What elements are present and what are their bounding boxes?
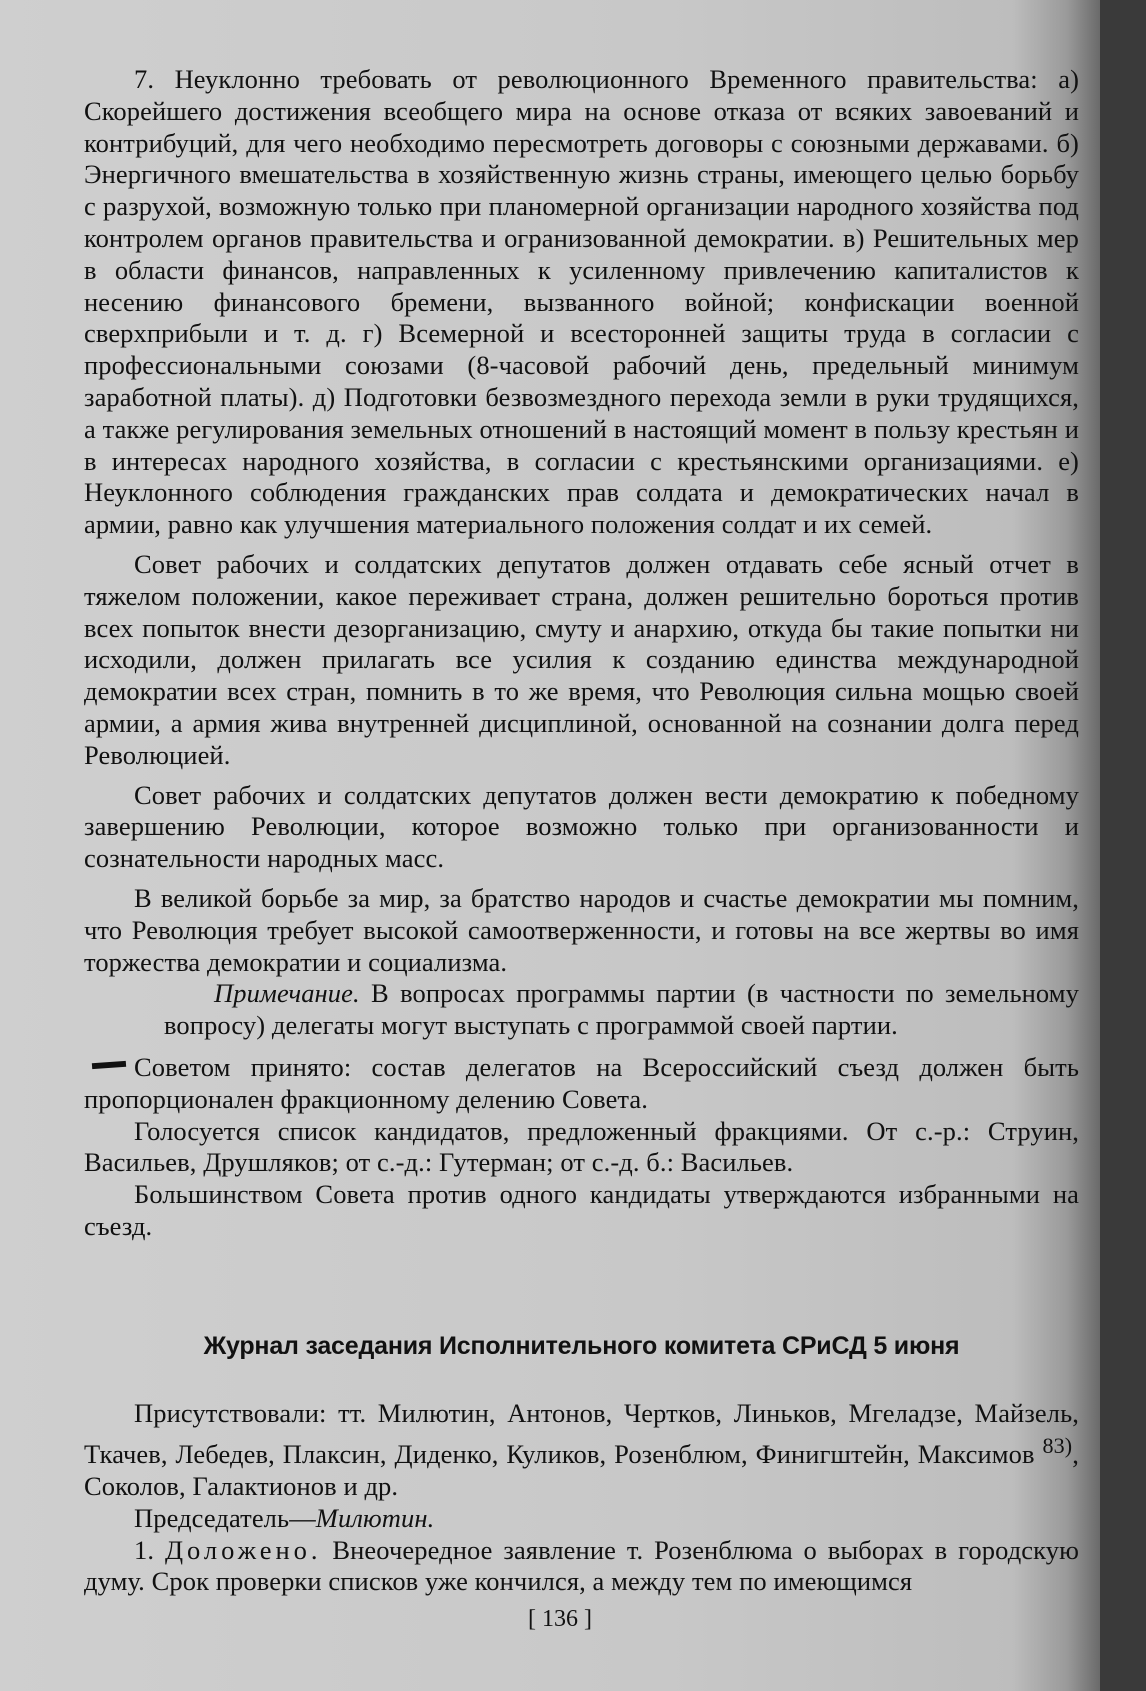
paragraph-soviet-duty: Совет рабочих и солдатских депутатов должен отдавать себе ясный отчет в тяжелом положении, какое переживает страна, должен решительно бороться против всех попыток внести дезорганизацию, смуту и анархию, откуда бы такие попытки ни исходили, должен прилагать все усилия к созданию единства международной демократии всех стран, помнить в то же время, что Революция сильна мощью своей армии, а армия жива внутренней дисциплиной, основанной на сознании долга перед Революцией. xyxy=(84,548,1079,770)
decision-delegates xyxy=(84,1052,1079,1116)
margin-dash-mark xyxy=(92,1061,126,1069)
decision-approved: Большинством Совета против одного кандидаты утверждаются избранными на съезд. xyxy=(84,1179,1079,1241)
decision-delegates-text: Советом принято: состав делегатов на Всероссийский съезд должен быть пропорционален фракционному делению Совета. xyxy=(84,1051,1079,1114)
item-number: 1. xyxy=(134,1534,165,1565)
present-names: Присутствовали: тт. Милютин, Антонов, Чертков, Линьков, Мгеладзе, Майзель, Ткачев, Лебедев, Плаксин, Диденко, Куликов, Розенблюм, Финигштейн, Максимов xyxy=(84,1398,1079,1470)
chair-name: Милютин. xyxy=(315,1502,435,1533)
note-text: В вопросах программы партии (в частности по земельному вопросу) делегаты могут выступать с программой своей партии. xyxy=(164,978,1079,1041)
paragraph-victory: Совет рабочих и солдатских депутатов должен вести демократию к победному завершению Революции, которое возможно только при организованности и сознательности народных масс. xyxy=(84,779,1079,874)
present-list xyxy=(84,1398,1079,1502)
paragraph-demands: 7. Неуклонно требовать от революционного Временного правительства: а) Скорейшего достижения всеобщего мира на основе отказа от всяких завоеваний и контрибуций, для чего необходимо пересмотреть договоры с союзными державами. б) Энергичного вмешательства в хозяйственную жизнь страны, имеющего целью борьбу с разрухой, возможную только при планомерной организации народного хозяйства под контролем органов правительства и огранизованной демократии. в) Решительных мер в области финансов, направленных к усиленному привлечению капиталистов к несению финансового бремени, вызванного войной; конфискации военной сверхприбыли и т. д. г) Всемерной и всесторонней защиты труда в согласии с профессиональными союзами (8-часовой рабочий день, предельный минимум заработной платы). д) Подготовки безвозмездного перехода земли в руки трудящихся, а также регулирования земельных отношений в настоящий момент в пользу крестьян и в интересах народного хозяйства, в согласии с крестьянскими организациями. е) Неуклонного соблюдения гражданских прав солдата и демократических начал в армии, равно как улучшения материального положения солдат и их семей. xyxy=(84,64,1079,540)
chair-label: Председатель— xyxy=(134,1502,316,1533)
item-one xyxy=(84,1535,1079,1599)
decision-candidates: Голосуется список кандидатов, предложенный фракциями. От с.-р.: Струин, Васильев, Друшляков; от с.-д.: Гутерман; от с.-д. б.: Васильев. xyxy=(84,1115,1079,1178)
note-paragraph xyxy=(84,978,1079,1042)
item-text: Внеочередное заявление т. Розенблюма о выборах в городскую думу. Срок проверки списков уже кончился, а между тем по имеющимся xyxy=(84,1534,1079,1597)
body-text xyxy=(84,64,1079,1598)
journal-heading: Журнал заседания Исполнительного комитета СРиСД 5 июня xyxy=(203,1331,960,1360)
note-label: Примечание. xyxy=(214,978,360,1009)
page-number: [ 136 ] xyxy=(528,1606,592,1632)
footnote-ref: 83) xyxy=(1042,1433,1073,1459)
present-rest: , Соколов, Галактионов и др. xyxy=(84,1439,1079,1501)
chair-line xyxy=(84,1503,1079,1535)
paragraph-struggle: В великой борьбе за мир, за братство народов и счастье демократии мы помним, что Революция требует высокой самоотверженности, и готовы на все жертвы во имя торжества демократии и социализма. xyxy=(84,882,1079,977)
item-label: Доложено. xyxy=(164,1534,322,1565)
